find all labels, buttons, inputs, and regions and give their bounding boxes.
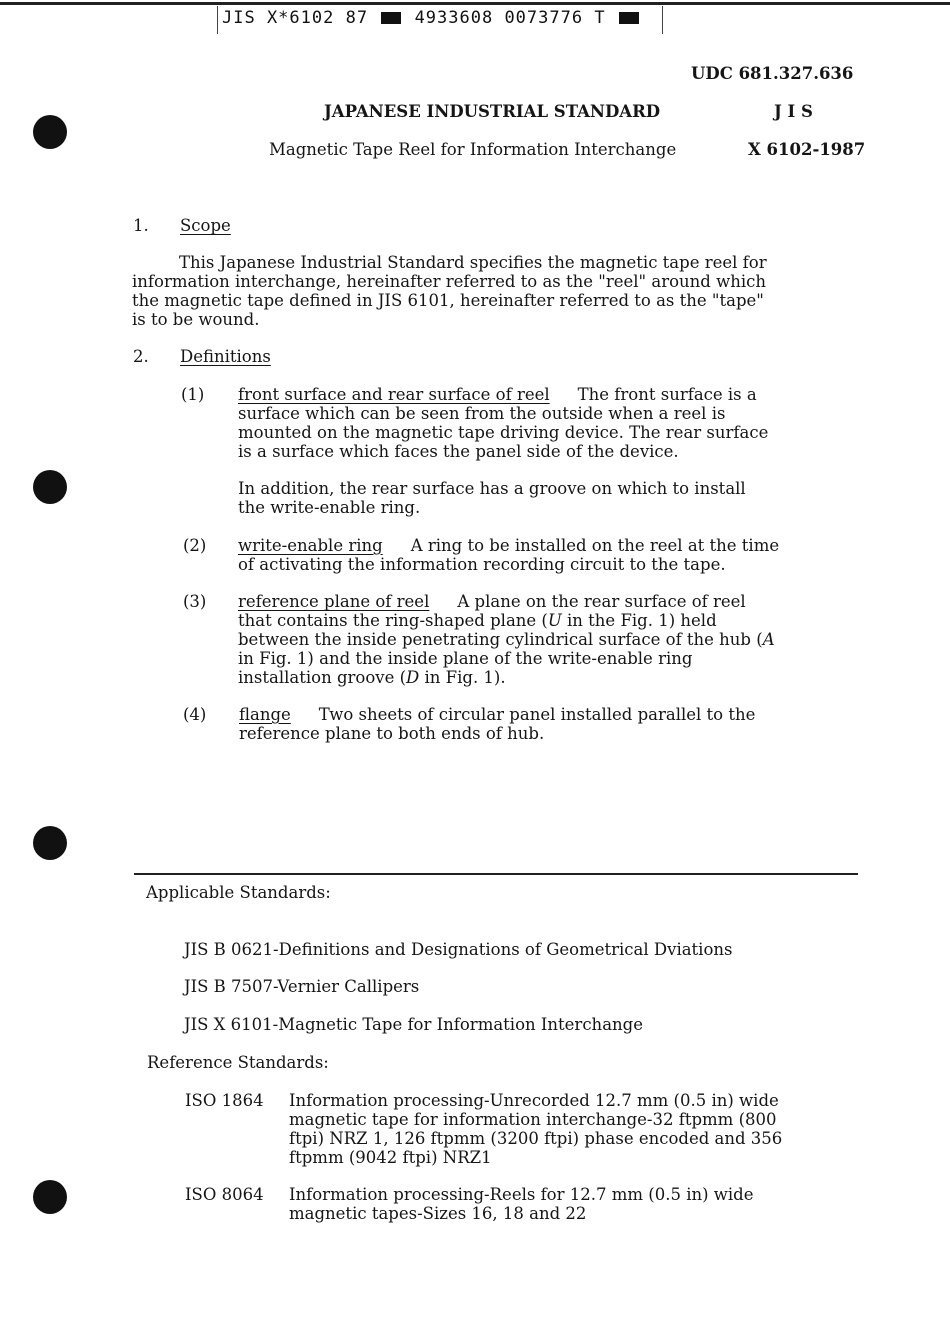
binder-hole — [33, 470, 67, 504]
document-title: Magnetic Tape Reel for Information Interchange — [269, 140, 677, 159]
reference-line: Information processing-Unrecorded 12.7 mm (0.5 in) wide — [289, 1091, 779, 1110]
section1-heading: Scope — [180, 216, 231, 235]
scope-line: is to be wound. — [132, 310, 260, 329]
definition2-line: of activating the information recording circuit to the tape. — [238, 555, 726, 574]
definition3-first-line — [238, 592, 746, 611]
definition3-line — [238, 668, 775, 687]
definition2-term: write-enable ring — [238, 536, 383, 555]
reference-line: magnetic tape for information interchange-32 ftpmm (800 — [289, 1110, 777, 1129]
definition2-body — [238, 555, 726, 574]
reference-line: magnetic tapes-Sizes 16, 18 and 22 — [289, 1204, 587, 1223]
binder-hole — [33, 826, 67, 860]
definition3-term: reference plane of reel — [238, 592, 430, 611]
standard-title: JAPANESE INDUSTRIAL STANDARD — [324, 102, 661, 121]
definition4-term: flange — [239, 705, 291, 724]
definition3-body — [238, 611, 775, 687]
redaction-block — [619, 12, 639, 24]
header-code — [222, 8, 641, 28]
section2-heading: Definitions — [180, 347, 271, 366]
text-span: installation groove ( — [238, 668, 407, 687]
definition1-extra-line: the write-enable ring. — [238, 498, 421, 517]
definition1-text: The front surface is a — [577, 385, 757, 404]
scope-line: This Japanese Industrial Standard specifies the magnetic tape reel for — [179, 253, 767, 272]
definition3-line — [238, 611, 775, 630]
definition1-body — [238, 404, 768, 461]
scope-paragraph — [132, 253, 767, 329]
document-number: X 6102-1987 — [748, 140, 866, 159]
reference-code: ISO 8064 — [185, 1185, 264, 1204]
definition3-text: A plane on the rear surface of reel — [457, 592, 746, 611]
udc-number: UDC 681.327.636 — [691, 64, 854, 83]
reference-code: ISO 1864 — [185, 1091, 264, 1110]
applicable-standard-item: JIS B 7507-Vernier Callipers — [184, 977, 420, 996]
reference-standards-heading: Reference Standards: — [147, 1053, 329, 1072]
applicable-standard-item: JIS B 0621-Definitions and Designations of Geometrical Dviations — [184, 940, 733, 959]
applicable-standard-item: JIS X 6101-Magnetic Tape for Information Interchange — [184, 1015, 643, 1034]
definition2-number: (2) — [183, 536, 207, 555]
definition4-text: Two sheets of circular panel installed parallel to the — [318, 705, 756, 724]
redaction-block — [381, 12, 401, 24]
label-u: U — [547, 611, 562, 630]
section1-number: 1. — [133, 216, 149, 235]
definition2-text: A ring to be installed on the reel at the time — [410, 536, 780, 555]
text-span: that contains the ring-shaped plane ( — [238, 611, 548, 630]
text-span: in Fig. 1). — [419, 668, 506, 687]
definition1-line: surface which can be seen from the outside when a reel is — [238, 404, 726, 423]
definition4-number: (4) — [183, 705, 207, 724]
reference-line: ftpi) NRZ 1, 126 ftpmm (3200 ftpi) phase encoded and 356 — [289, 1129, 783, 1148]
jis-label: J I S — [774, 102, 813, 121]
applicable-standards-heading: Applicable Standards: — [146, 883, 331, 902]
definition1-first-line — [238, 385, 757, 404]
binder-hole — [33, 115, 67, 149]
definition4-line: reference plane to both ends of hub. — [239, 724, 545, 743]
definition4-body — [239, 724, 544, 743]
scope-line: information interchange, hereinafter referred to as the "reel" around which — [132, 272, 767, 291]
text-span: between the inside penetrating cylindrical surface of the hub ( — [238, 630, 763, 649]
footnote-rule — [134, 873, 858, 875]
definition3-line: in Fig. 1) and the inside plane of the write-enable ring — [238, 649, 693, 668]
label-d: D — [406, 668, 420, 687]
definition1-number: (1) — [181, 385, 205, 404]
definition2-first-line — [238, 536, 779, 555]
definition1-line: mounted on the magnetic tape driving device. The rear surface — [238, 423, 769, 442]
definition4-first-line — [239, 705, 755, 724]
section2-number: 2. — [133, 347, 149, 366]
definition1-addition — [238, 479, 746, 517]
definition1-line: is a surface which faces the panel side of the device. — [238, 442, 679, 461]
scope-line: the magnetic tape defined in JIS 6101, hereinafter referred to as the "tape" — [132, 291, 764, 310]
definition1-extra-line: In addition, the rear surface has a groove on which to install — [238, 479, 746, 498]
reference-description — [289, 1091, 782, 1167]
definition1-term: front surface and rear surface of reel — [238, 385, 550, 404]
definition3-number: (3) — [183, 592, 207, 611]
reference-line: ftpmm (9042 ftpi) NRZ1 — [289, 1148, 492, 1167]
reference-description — [289, 1185, 754, 1223]
text-span: in the Fig. 1) held — [561, 611, 717, 630]
binder-hole — [33, 1180, 67, 1214]
label-a: A — [762, 630, 775, 649]
top-border-line — [0, 2, 950, 5]
reference-line: Information processing-Reels for 12.7 mm (0.5 in) wide — [289, 1185, 754, 1204]
definition3-line — [238, 630, 775, 649]
header-code-part1: JIS X*6102 87 — [222, 8, 369, 28]
header-code-part2: 4933608 0073776 T — [414, 8, 606, 28]
